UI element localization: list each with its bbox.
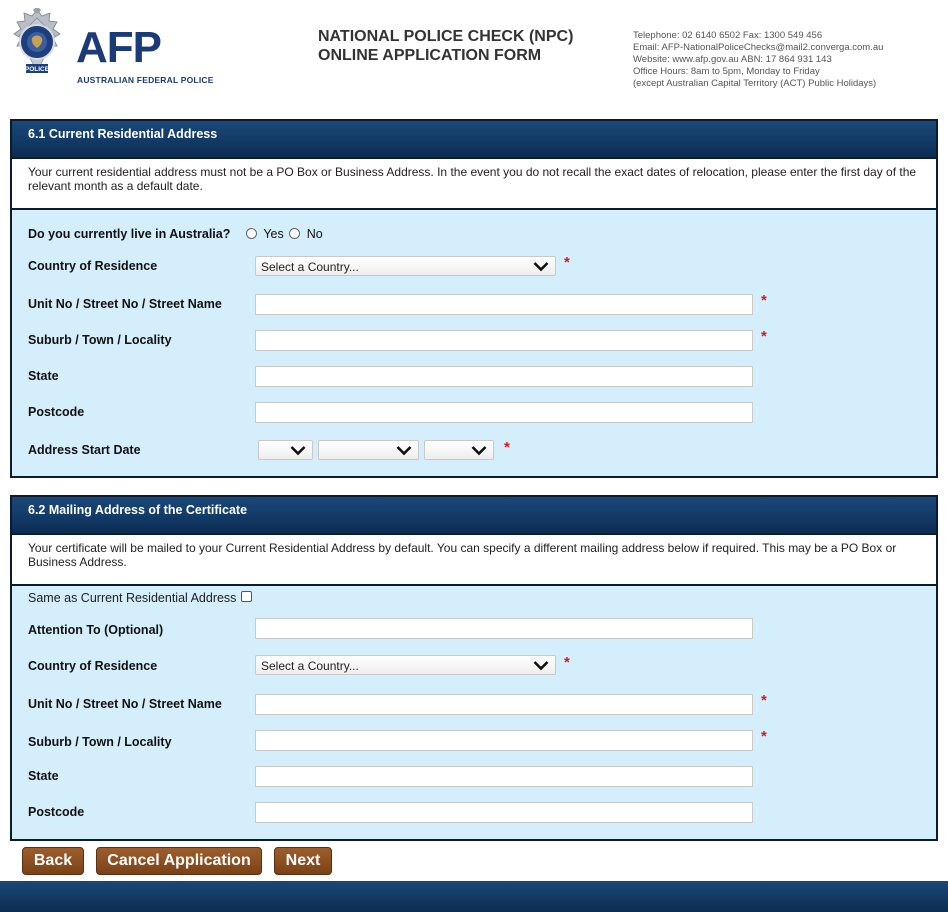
same-as-label: Same as Current Residential Address bbox=[28, 591, 237, 605]
mailing-state-label: State bbox=[28, 769, 59, 783]
afp-subtitle: AUSTRALIAN FEDERAL POLICE bbox=[77, 75, 214, 85]
chevron-down-icon bbox=[290, 445, 306, 456]
mailing-street-label: Unit No / Street No / Street Name bbox=[28, 697, 222, 711]
current-address-panel bbox=[10, 119, 938, 478]
mailing-state-input[interactable] bbox=[255, 766, 753, 787]
mailing-suburb-label: Suburb / Town / Locality bbox=[28, 735, 172, 749]
attention-label: Attention To (Optional) bbox=[28, 623, 164, 637]
afp-logo bbox=[4, 8, 214, 90]
state-label: State bbox=[28, 369, 59, 383]
mailing-postcode-label: Postcode bbox=[28, 805, 85, 819]
contact-website: Website: www.afp.gov.au ABN: 17 864 931 143 bbox=[633, 54, 832, 65]
no-label: No bbox=[306, 227, 323, 241]
start-day-select[interactable] bbox=[258, 440, 313, 460]
street-input[interactable] bbox=[255, 294, 753, 315]
yes-label: Yes bbox=[263, 227, 284, 241]
postcode-label: Postcode bbox=[28, 405, 85, 419]
required-marker: * bbox=[761, 328, 767, 345]
required-marker: * bbox=[564, 254, 570, 271]
postcode-input[interactable] bbox=[255, 402, 753, 423]
yes-radio[interactable] bbox=[246, 228, 257, 239]
mailing-address-heading: 6.2 Mailing Address of the Certificate bbox=[12, 497, 936, 535]
form-title-line1: NATIONAL POLICE CHECK (NPC) bbox=[318, 28, 574, 45]
mailing-country-select[interactable] bbox=[255, 655, 556, 675]
suburb-input[interactable] bbox=[255, 330, 753, 351]
live-in-australia-label: Do you currently live in Australia? bbox=[28, 227, 231, 241]
current-address-heading: 6.1 Current Residential Address bbox=[12, 121, 936, 159]
start-date-label: Address Start Date bbox=[28, 443, 141, 457]
state-input[interactable] bbox=[255, 366, 753, 387]
chevron-down-icon bbox=[396, 445, 412, 456]
street-label: Unit No / Street No / Street Name bbox=[28, 297, 222, 311]
required-marker: * bbox=[504, 439, 510, 456]
live-in-australia-row bbox=[28, 227, 323, 241]
no-radio[interactable] bbox=[289, 228, 300, 239]
footer-bar bbox=[0, 881, 948, 912]
mailing-street-input[interactable] bbox=[255, 694, 753, 715]
form-title-line2: ONLINE APPLICATION FORM bbox=[318, 47, 542, 64]
chevron-down-icon bbox=[471, 445, 487, 456]
mailing-address-panel bbox=[10, 495, 938, 841]
chevron-down-icon bbox=[533, 660, 549, 671]
country-select-value: Select a Country... bbox=[261, 260, 359, 274]
mailing-address-intro: Your certificate will be mailed to your Current Residential Address by default. You can specify a different mailing address below if required. This may be a PO Box or Business Address. bbox=[12, 535, 936, 586]
afp-wordmark: AFP bbox=[76, 23, 161, 72]
contact-hours: Office Hours: 8am to 5pm, Monday to Friday bbox=[633, 66, 820, 77]
same-as-checkbox[interactable] bbox=[241, 591, 252, 602]
contact-hours-note: (except Australian Capital Territory (ACT) Public Holidays) bbox=[633, 78, 877, 89]
chevron-down-icon bbox=[533, 261, 549, 272]
back-button[interactable]: Back bbox=[22, 847, 84, 875]
form-title bbox=[318, 27, 573, 65]
attention-input[interactable] bbox=[255, 618, 753, 639]
country-label: Country of Residence bbox=[28, 259, 158, 273]
crest-badge-text: POLICE bbox=[24, 66, 50, 73]
contact-phone: Telephone: 02 6140 6502 Fax: 1300 549 456 bbox=[633, 30, 823, 41]
page-header bbox=[0, 0, 948, 118]
mailing-postcode-input[interactable] bbox=[255, 802, 753, 823]
suburb-label: Suburb / Town / Locality bbox=[28, 333, 172, 347]
required-marker: * bbox=[761, 728, 767, 745]
mailing-country-label: Country of Residence bbox=[28, 659, 158, 673]
required-marker: * bbox=[761, 692, 767, 709]
mailing-suburb-input[interactable] bbox=[255, 730, 753, 751]
country-select[interactable] bbox=[255, 256, 556, 276]
contact-email: Email: AFP-NationalPoliceChecks@mail2.converga.com.au bbox=[633, 42, 884, 53]
current-address-intro: Your current residential address must not be a PO Box or Business Address. In the event you do not recall the exact dates of relocation, please enter the first day of the relevant month as a default date. bbox=[12, 159, 936, 210]
contact-info bbox=[633, 30, 883, 90]
required-marker: * bbox=[761, 292, 767, 309]
afp-crest-icon bbox=[6, 8, 68, 88]
next-button[interactable]: Next bbox=[274, 847, 332, 875]
start-month-select[interactable] bbox=[318, 440, 419, 460]
mailing-country-select-value: Select a Country... bbox=[261, 659, 359, 673]
start-year-select[interactable] bbox=[424, 440, 494, 460]
cancel-application-button[interactable]: Cancel Application bbox=[96, 847, 262, 875]
required-marker: * bbox=[564, 654, 570, 671]
